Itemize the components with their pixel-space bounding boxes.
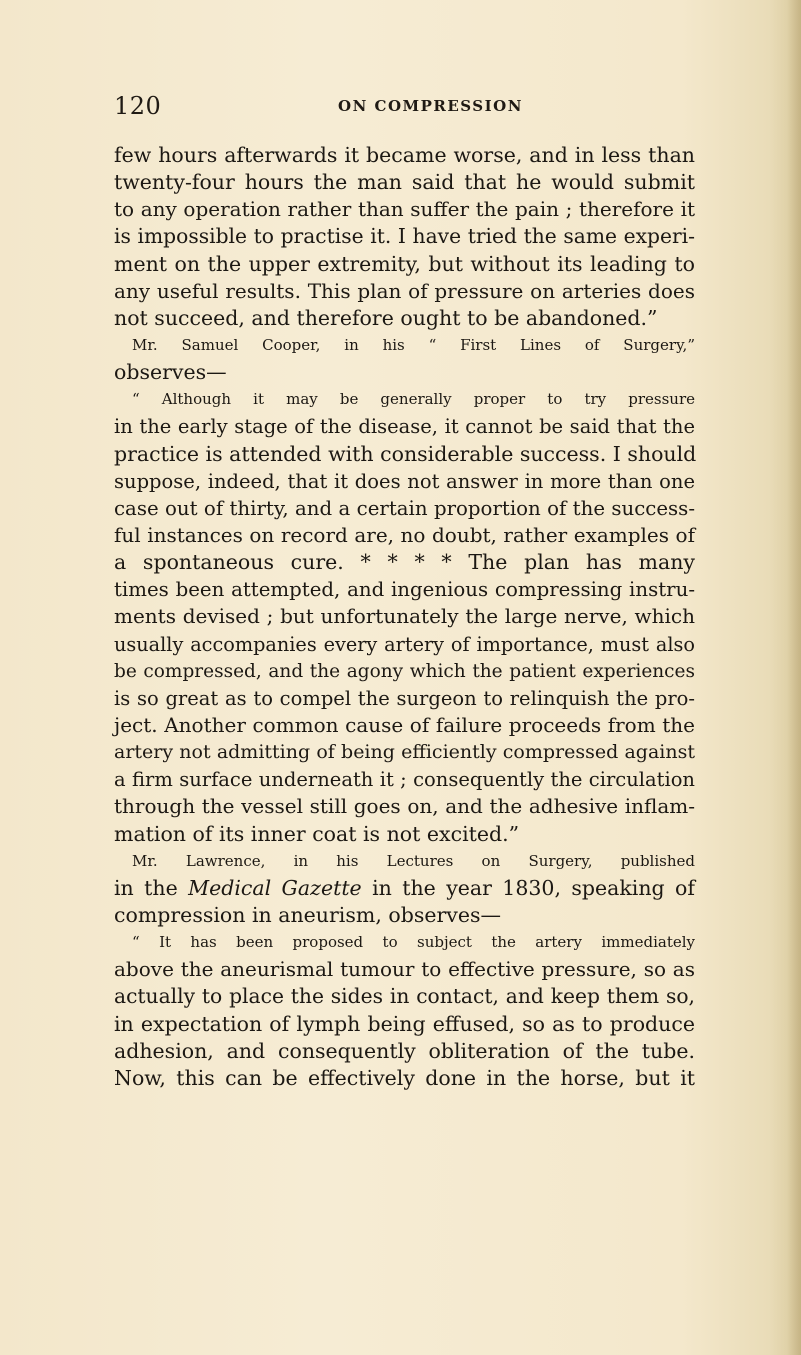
page-header: [114, 92, 676, 122]
text-line: actually to place the sides in contact, and keep them so,: [114, 984, 695, 1009]
text-line: twenty-four hours the man said that he would submit: [114, 170, 695, 195]
journal-title: Medical Gazette: [188, 875, 362, 900]
text-line: a spontaneous cure. * * * * The plan has many: [114, 550, 695, 575]
text-line: “ Although it may be generally proper to try pressure: [132, 390, 695, 409]
text-fragment: in the: [114, 875, 178, 900]
text-line: is impossible to practise it. I have tried the same experi-: [114, 224, 695, 249]
page-number: 120: [114, 92, 162, 120]
body-text: [114, 142, 695, 1092]
text-line: above the aneurismal tumour to effective pressure, so as: [114, 957, 695, 982]
text-line: be compressed, and the agony which the patient experiences: [114, 660, 695, 682]
text-line-mixed: [114, 875, 695, 902]
text-line: ful instances on record are, no doubt, rather examples of: [114, 522, 695, 547]
text-line: through the vessel still goes on, and the adhesive inflam-: [114, 794, 695, 819]
text-line: usually accompanies every artery of importance, must also: [114, 632, 695, 656]
text-line: ments devised ; but unfortunately the large nerve, which: [114, 604, 695, 629]
text-line: observes—: [114, 360, 227, 385]
text-line: times been attempted, and ingenious compressing instru-: [114, 578, 695, 602]
text-line: compression in aneurism, observes—: [114, 902, 502, 927]
text-fragment: in the year 1830, speaking of: [372, 875, 695, 900]
text-line: Now, this can be effectively done in the horse, but it: [114, 1065, 695, 1090]
text-line: to any operation rather than suffer the pain ; therefore it: [114, 197, 695, 222]
text-line: practice is attended with considerable success. I should: [114, 441, 697, 466]
text-line: is so great as to compel the surgeon to relinquish the pro-: [114, 686, 695, 710]
text-line: case out of thirty, and a certain proportion of the success-: [114, 496, 695, 520]
text-line: a firm surface underneath it ; consequently the circulation: [114, 768, 695, 792]
text-line: ject. Another common cause of failure proceeds from the: [114, 712, 695, 737]
text-line: Mr. Samuel Cooper, in his “ First Lines of Surgery,”: [132, 335, 695, 354]
page-edge-shadow: [787, 0, 801, 1355]
text-line: “ It has been proposed to subject the artery immediately: [132, 933, 695, 952]
text-line: few hours afterwards it became worse, and in less than: [114, 143, 695, 167]
text-line: mation of its inner coat is not excited.”: [114, 821, 520, 846]
running-head: ON COMPRESSION: [338, 97, 523, 115]
text-line: Mr. Lawrence, in his Lectures on Surgery, published: [132, 851, 695, 870]
text-line: in the early stage of the disease, it cannot be said that the: [114, 415, 695, 439]
text-line: artery not admitting of being efficiently compressed against: [114, 741, 695, 764]
text-line: not succeed, and therefore ought to be abandoned.”: [114, 305, 658, 330]
text-line: suppose, indeed, that it does not answer in more than one: [114, 469, 695, 493]
text-line: in expectation of lymph being effused, so as to produce: [114, 1011, 695, 1036]
text-line: ment on the upper extremity, but without its leading to: [114, 251, 695, 276]
text-line: adhesion, and consequently obliteration of the tube.: [114, 1038, 695, 1063]
text-line: any useful results. This plan of pressure on arteries does: [114, 278, 695, 303]
